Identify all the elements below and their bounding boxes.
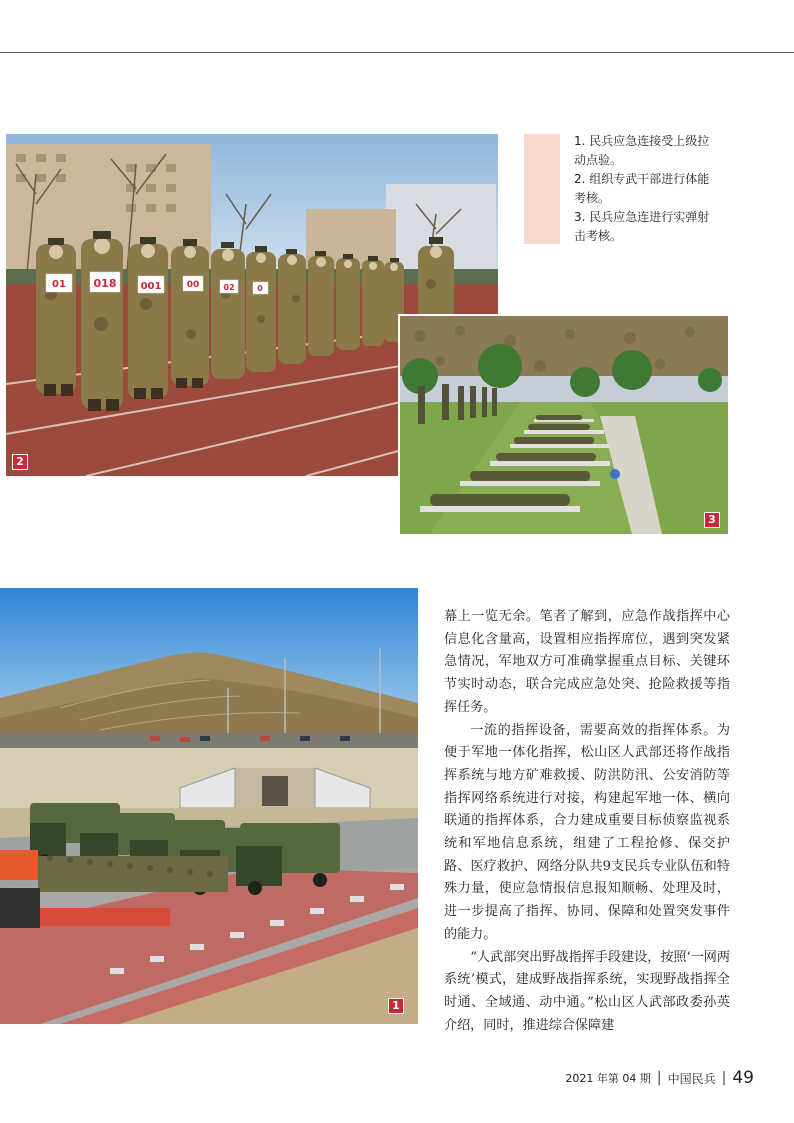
article-body [444,606,730,1037]
photo-emergency-company-inspection [0,588,418,1024]
bib-number: 02 [223,283,235,292]
footer-separator: | [721,1070,727,1086]
page-footer [565,1068,754,1088]
bib-number: 01 [52,279,66,290]
bib-number: 001 [140,281,162,292]
caption-2: 2. 组织专武干部进行体能考核。 [574,172,710,205]
article-paragraph: 一流的指挥设备，需要高效的指挥体系。为便于军地一体化指挥，松山区人武部还将作战指挥系统与地方矿难救援、防洪防汛、公安消防等指挥网络系统进行对接，构建起军地一体、横向联通的指挥体系，合力建成重要目标侦察监视系统和军地信息系统，组建了工程抢修、保交护路、医疗救护、网络分队共9支民兵专业队伍和特殊力量，使应急情报信息报知顺畅、处理及时，进一步提高了指挥、协同、保障和处置突发事件的能力。 [444,722,730,942]
bib-number: 00 [186,280,200,290]
photo-number-badge: 3 [704,512,720,528]
photo-number-badge: 2 [12,454,28,470]
bib-number: 0 [257,284,263,293]
issue-label: 2021 年第 04 期 [565,1072,651,1085]
photo-captions [574,132,714,246]
header-rule [0,52,794,53]
photo-shooting-assessment [398,314,728,534]
photo-number-badge: 1 [388,998,404,1014]
magazine-name: 中国民兵 [667,1071,716,1086]
caption-accent-bar [524,134,560,244]
caption-1: 1. 民兵应急连接受上级拉动点验。 [574,134,710,167]
bib-number: 018 [93,277,117,290]
page-number: 49 [732,1068,754,1088]
article-paragraph: 幕上一览无余。笔者了解到，应急作战指挥中心信息化含量高，设置相应指挥席位，遇到突发紧急情况，军地双方可准确掌握重点目标、关键环节实时动态，联合完成应急处突、抢险救援等指挥任务。 [444,609,730,715]
footer-separator: | [656,1070,662,1086]
caption-3: 3. 民兵应急连进行实弹射击考核。 [574,210,710,243]
article-paragraph: “人武部突出野战指挥手段建设，按照‘一网两系统’模式，建成野战指挥系统，实现野战指挥全时通、全域通、动中通。”松山区人武部政委孙英介绍，同时，推进综合保障建 [444,949,730,1033]
